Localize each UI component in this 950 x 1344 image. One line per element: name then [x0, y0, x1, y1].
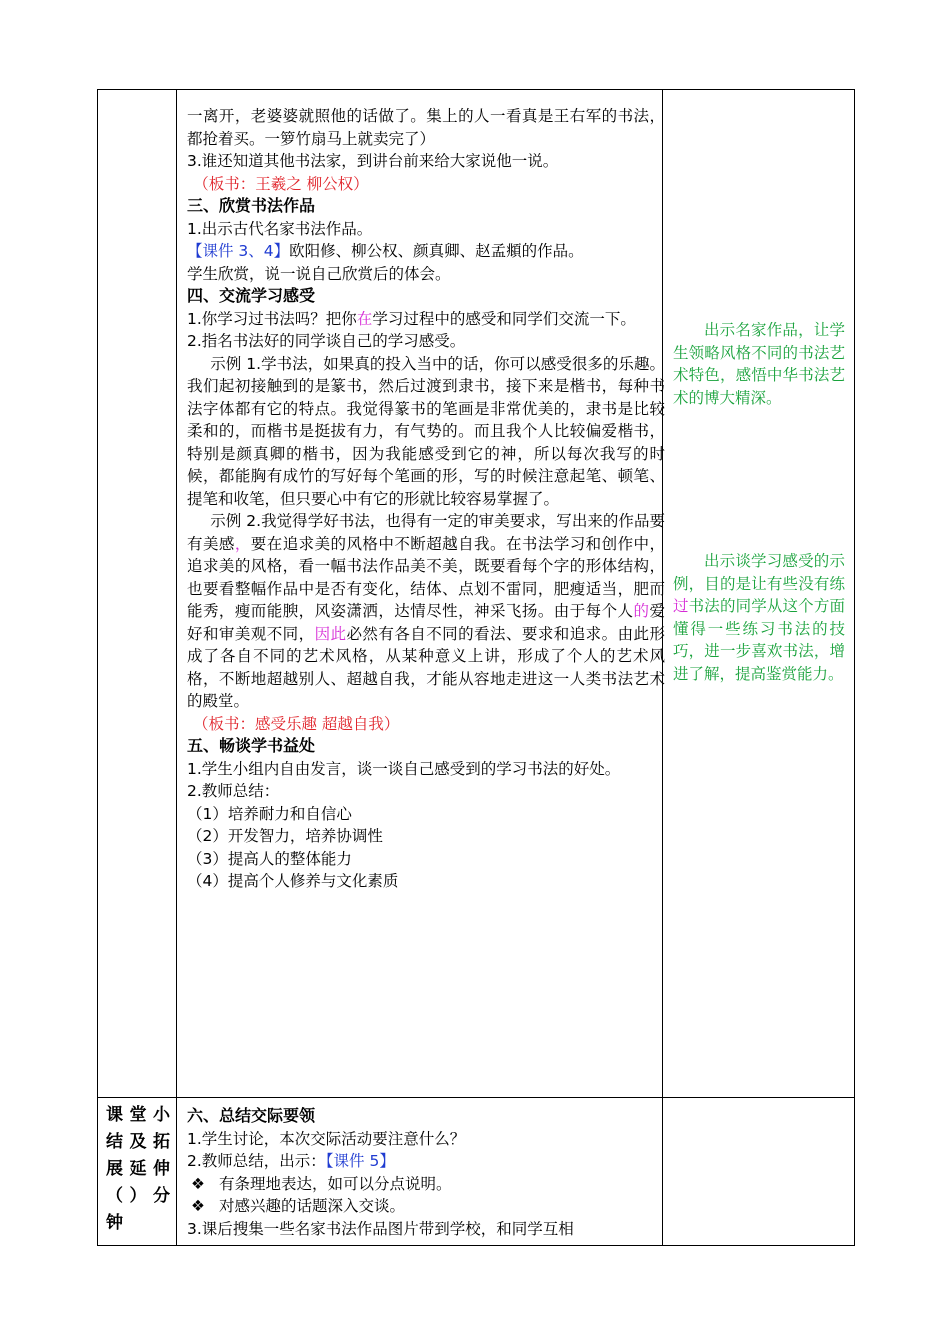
row-divider — [98, 1097, 854, 1098]
board-note-calligraphers: （板书：王羲之 柳公权） — [193, 174, 369, 193]
teaching-process-cell — [187, 105, 665, 893]
courseware-5: 【课件 5】 — [325, 1152, 395, 1170]
column-divider-1 — [176, 90, 177, 1245]
section4-heading: 四、交流学习感受 — [187, 286, 316, 305]
summary-bullet: ❖ 对感兴趣的话题深入交谈。 — [187, 1195, 665, 1218]
section6-item2: 2.教师总结，出示：【课件 5】 — [187, 1152, 395, 1170]
section3-item1: 1.出示古代名家书法作品。 — [187, 219, 373, 238]
section6-item1: 1.学生讨论，本次交际活动要注意什么？ — [187, 1129, 466, 1148]
section5-item2: 2.教师总结： — [187, 782, 280, 800]
section4-item1: 1.你学习过书法吗？把你在学习过程中的感受和同学们交流一下。 — [187, 309, 636, 328]
section6-item3: 3.课后搜集一些名家书法作品图片带到学校，和同学互相 — [187, 1219, 574, 1238]
example-2: 示例 2.我觉得学好书法，也得有一定的审美要求，写出来的作品要有美感，要在追求美的风格中不断超越自我。在书法学习和创作中，追求美的风格，看一幅书法作品美不美，既要看每个字的形体结构，也要看整幅作品中是否有变化，结体、点划不雷同，肥瘦适当，肥而能秀，瘦而能腴，风姿潇洒，达情尽性，神采飞扬。由于每个人的爱好和审美观不同，因此必然有各自不同的看法、要求和追求。由此形成了各自不同的艺术风格，从某种意义上讲，形成了个人的艺术风格，不断地超越别人、超越自我，才能从容地走进这一人类书法艺术的殿堂。 — [187, 512, 665, 710]
story-line: 一离开，老婆婆就照他的话做了。集上的人一看真是王右军的书法，都抢着买。一箩竹扇马上就卖完了） — [187, 107, 665, 148]
design-note-2: 出示谈学习感受的示例，目的是让有些没有练过书法的同学从这个方面懂得一些练习书法的技巧，进一步喜欢书法，增进了解，提高鉴赏能力。 — [673, 552, 845, 683]
board-note-feelings: （板书：感受乐趣 超越自我） — [193, 714, 400, 733]
benefit-point: （3）提高人的整体能力 — [187, 849, 352, 868]
design-note-1: 出示名家作品，让学生领略风格不同的书法艺术特色，感悟中华书法艺术的博大精深。 — [673, 321, 845, 407]
question-3: 3.谁还知道其他书法家，到讲台前来给大家说他一说。 — [187, 152, 559, 170]
diamond-bullet-icon: ❖ — [191, 1197, 205, 1215]
summary-cell — [187, 1105, 665, 1240]
section5-item1: 1.学生小组内自由发言，谈一谈自己感受到的学习书法的好处。 — [187, 759, 621, 778]
benefit-point: （2）开发智力，培养协调性 — [187, 827, 383, 845]
benefit-point: （4）提高个人修养与文化素质 — [187, 872, 399, 890]
section5-heading: 五、畅谈学书益处 — [187, 736, 316, 755]
diamond-bullet-icon: ❖ — [191, 1174, 205, 1193]
courseware-3-4: 【课件 3、4】 — [187, 242, 290, 260]
section3-courseware-line: 【课件 3、4】欧阳修、柳公权、颜真卿、赵孟頫的作品。 — [187, 242, 584, 260]
section6-heading: 六、总结交际要领 — [187, 1106, 316, 1125]
section4-item2: 2.指名书法好的同学谈自己的学习感受。 — [187, 332, 466, 350]
section3-item2: 学生欣赏，说一说自己欣赏后的体会。 — [187, 264, 451, 283]
summary-bullet: ❖ 有条理地表达，如可以分点说明。 — [187, 1173, 665, 1196]
section3-heading: 三、欣赏书法作品 — [187, 196, 316, 215]
summary-extension-label: 课堂小结及拓展延伸（）分钟 — [106, 1105, 170, 1233]
benefit-point: （1）培养耐力和自信心 — [187, 804, 352, 823]
example-1: 示例 1.学书法，如果真的投入当中的话，你可以感受很多的乐趣。我们起初接触到的是篆书，然后过渡到隶书，接下来是楷书，每种书法字体都有它的特点。我觉得篆书的笔画是非常优美的，隶书是比较柔和的，而楷书是挺拔有力，有气势的。而且我个人比较偏爱楷书，特别是颜真卿的楷书，因为我能感受到它的神，所以每次我写的时候，都能胸有成竹的写好每个笔画的形，写的时候注意起笔、顿笔、提笔和收笔，但只要心中有它的形就比较容易掌握了。 — [187, 354, 665, 508]
lesson-plan-table — [97, 89, 855, 1246]
